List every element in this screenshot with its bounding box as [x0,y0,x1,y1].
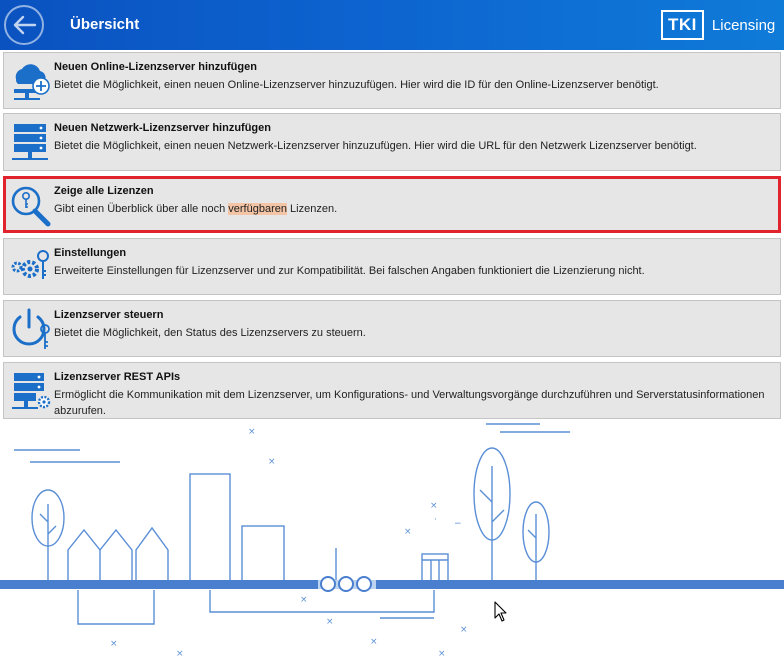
menu-item-description [54,201,774,217]
power-key-icon [8,307,52,351]
magnifier-key-icon [8,183,52,227]
menu-item-add-online-server[interactable] [3,52,781,109]
menu-item-description: Bietet die Möglichkeit, einen neuen Netzwerk-Lizenzserver hinzuzufügen. Hier wird die URL für den Netzwerk Lizenzserver benötigt. [54,140,697,152]
svg-text:×: × [430,501,438,511]
menu-item-title: Lizenzserver REST APIs [54,371,181,383]
menu-item-title: Einstellungen [54,247,127,259]
svg-text:·: · [434,515,437,525]
menu-item-control-server[interactable] [3,300,781,357]
svg-text:×: × [460,625,468,635]
menu-item-title: Lizenzserver steuern [54,309,164,321]
brand-box: TKI [661,10,704,40]
menu-item-add-network-server[interactable] [3,113,781,171]
menu-item-description: Ermöglicht die Kommunikation mit dem Lizenzserver, um Konfigurations- und Verwaltungsvorgänge durchzuführen und Serverstatusinformationen abzurufen. [54,389,765,417]
menu-item-settings[interactable] [3,238,781,295]
svg-text:×: × [248,427,256,437]
page-title: Übersicht [70,16,140,33]
description-text-end: Lizenzen. [286,203,338,215]
svg-text:×: × [268,457,276,467]
svg-text:×: × [176,649,184,659]
gears-key-icon [8,245,52,289]
menu-item-title: Zeige alle Lizenzen [54,185,154,197]
city-illustration [0,418,784,661]
menu-item-rest-apis[interactable] [3,362,781,419]
cloud-server-add-icon [8,59,52,103]
arrow-left-icon [11,14,37,36]
server-gear-icon [8,369,52,413]
menu-item-description: Bietet die Möglichkeit, den Status des Lizenzservers zu steuern. [54,327,366,339]
svg-text:×: × [110,639,118,649]
menu-item-title: Neuen Netzwerk-Lizenzserver hinzufügen [54,122,271,134]
menu-item-show-licenses[interactable] [3,176,781,233]
mouse-cursor-icon [494,601,508,623]
svg-text:×: × [326,617,334,627]
menu-item-description: Erweiterte Einstellungen für Lizenzserver und zur Kompatibilität. Bei falschen Angaben funktioniert die Lizenzierung nicht. [54,265,645,277]
svg-text:×: × [438,649,446,659]
menu-item-title: Neuen Online-Lizenzserver hinzufügen [54,61,257,73]
brand-text: Licensing [711,16,776,34]
menu-item-description: Bietet die Möglichkeit, einen neuen Online-Lizenzserver hinzuzufügen. Hier wird die ID für den Online-Lizenzserver benötigt. [54,79,659,91]
svg-text:−: − [454,519,462,529]
back-button[interactable] [4,5,44,45]
app-header [0,0,784,50]
svg-text:×: × [404,527,412,537]
svg-text:×: × [300,595,308,605]
highlighted-word: verfügbaren [228,203,287,215]
brand-logo [661,9,775,41]
network-server-icon [8,120,52,164]
description-text: Gibt einen Überblick über alle noch [54,203,229,215]
svg-text:×: × [370,637,378,647]
